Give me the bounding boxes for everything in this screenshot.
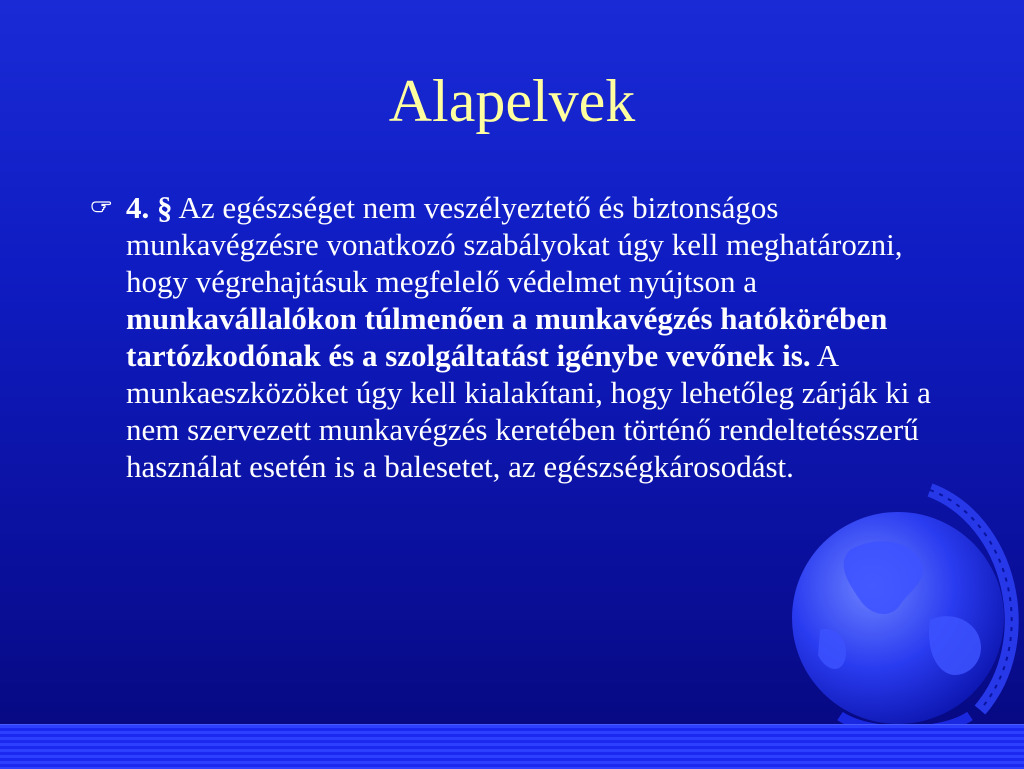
paragraph-text-1: Az egészséget nem veszélyeztető és biztonságos munkavégzésre vonatkozó szabályokat úgy kell meghatározni, hogy végrehajtásuk megfelelő védelmet nyújtson a — [126, 190, 903, 299]
paragraph-emphasis: munkavállalókon túlmenően a munkavégzés hatókörében tartózkodónak és a szolgáltatást igénybe vevőnek is. — [126, 301, 888, 373]
bottom-bar — [0, 724, 1024, 769]
slide-title: Alapelvek — [388, 68, 636, 134]
body-paragraph — [126, 189, 936, 485]
globe-icon — [780, 480, 1024, 742]
paragraph-text-2: A munkaeszközöket úgy kell kialakítani, hogy lehetőleg zárják ki a nem szervezett munkavégzés keretében történő rendeltetésszerű használat esetén is a balesetet, az egészségkárosodást. — [126, 338, 931, 484]
section-number: 4. § — [126, 190, 173, 225]
pointing-hand-icon — [90, 197, 114, 215]
